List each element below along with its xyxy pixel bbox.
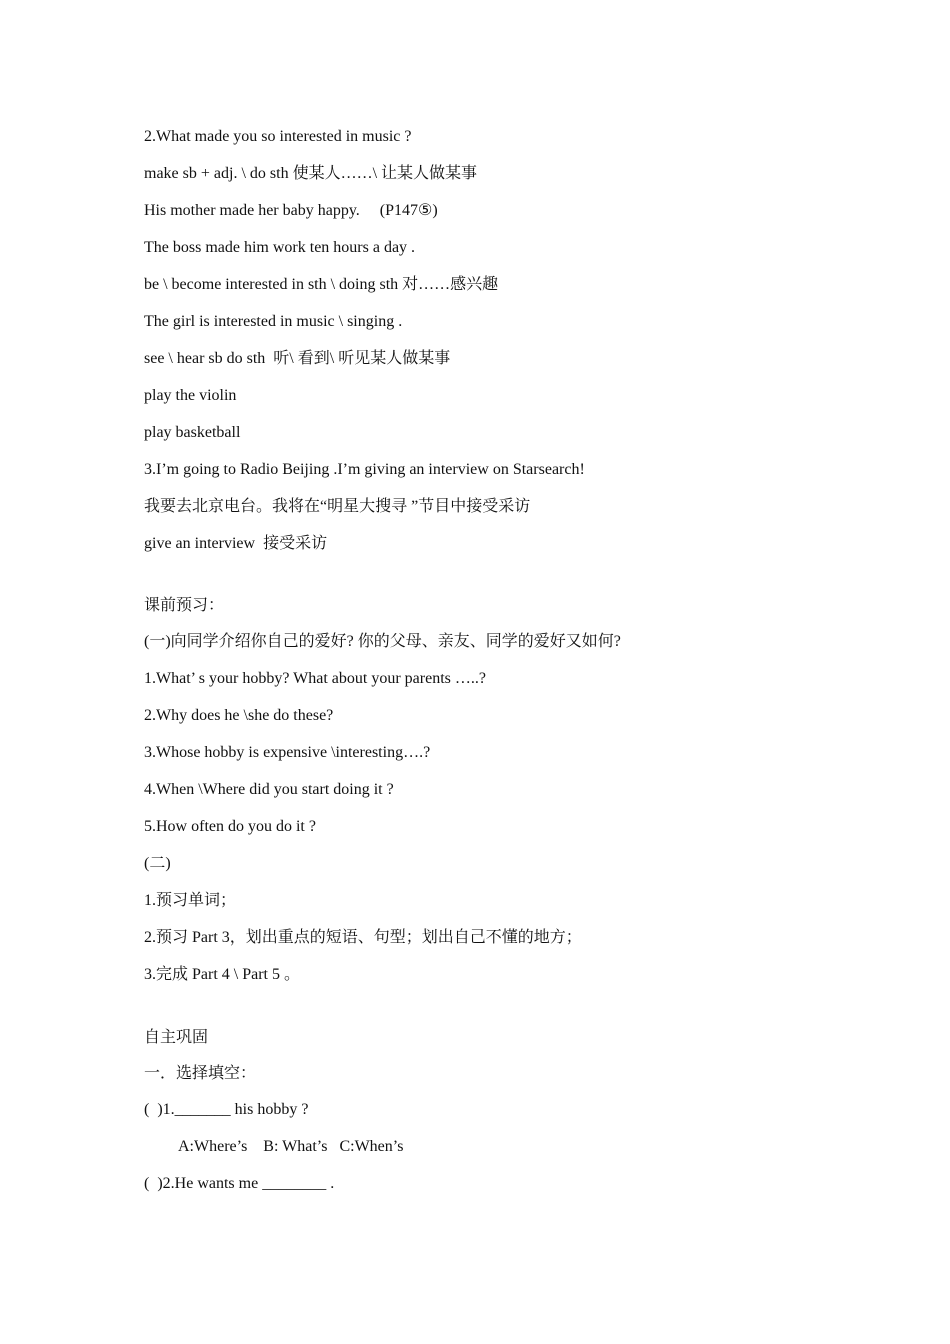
question-line: ( )1._______ his hobby ? — [144, 1101, 309, 1118]
text-line: 2.What made you so interested in music ? — [144, 128, 412, 145]
text-line: 2.预习 Part 3，划出重点的短语、句型；划出自己不懂的地方； — [144, 929, 582, 946]
text-line: His mother made her baby happy. (P147⑤) — [144, 202, 438, 219]
text-line: 一．选择填空： — [144, 1065, 257, 1082]
text-line: make sb + adj. \ do sth 使某人……\ 让某人做某事 — [144, 165, 478, 182]
text-line: (二) — [144, 855, 171, 872]
text-line: see \ hear sb do sth 听\ 看到\ 听见某人做某事 — [144, 350, 451, 367]
text-line: 3.Whose hobby is expensive \interesting….? — [144, 744, 431, 761]
text-line: 1.预习单词； — [144, 892, 237, 909]
text-line: 1.What’ s your hobby? What about your parents …..? — [144, 670, 486, 687]
text-line: play basketball — [144, 424, 241, 441]
answer-options: A:Where’s B: What’s C:When’s — [178, 1138, 404, 1155]
text-line: play the violin — [144, 387, 237, 404]
text-line: The girl is interested in music \ singing . — [144, 313, 403, 330]
text-line: 2.Why does he \she do these? — [144, 707, 334, 724]
text-line: (一)向同学介绍你自己的爱好? 你的父母、亲友、同学的爱好又如何? — [144, 633, 621, 650]
text-line: give an interview 接受采访 — [144, 535, 328, 552]
text-line: 5.How often do you do it ? — [144, 818, 316, 835]
section-heading: 课前预习： — [144, 597, 225, 614]
text-line: be \ become interested in sth \ doing sth 对……感兴趣 — [144, 276, 499, 293]
question-line: ( )2.He wants me ________ . — [144, 1175, 335, 1192]
text-line: 4.When \Where did you start doing it ? — [144, 781, 394, 798]
text-line: The boss made him work ten hours a day . — [144, 239, 416, 256]
text-line: 3.完成 Part 4 \ Part 5 。 — [144, 966, 300, 983]
text-line: 我要去北京电台。我将在“明星大搜寻 ”节目中接受采访 — [144, 498, 531, 515]
section-heading: 自主巩固 — [144, 1029, 209, 1046]
text-line: 3.I’m going to Radio Beijing .I’m giving an interview on Starsearch! — [144, 461, 585, 478]
